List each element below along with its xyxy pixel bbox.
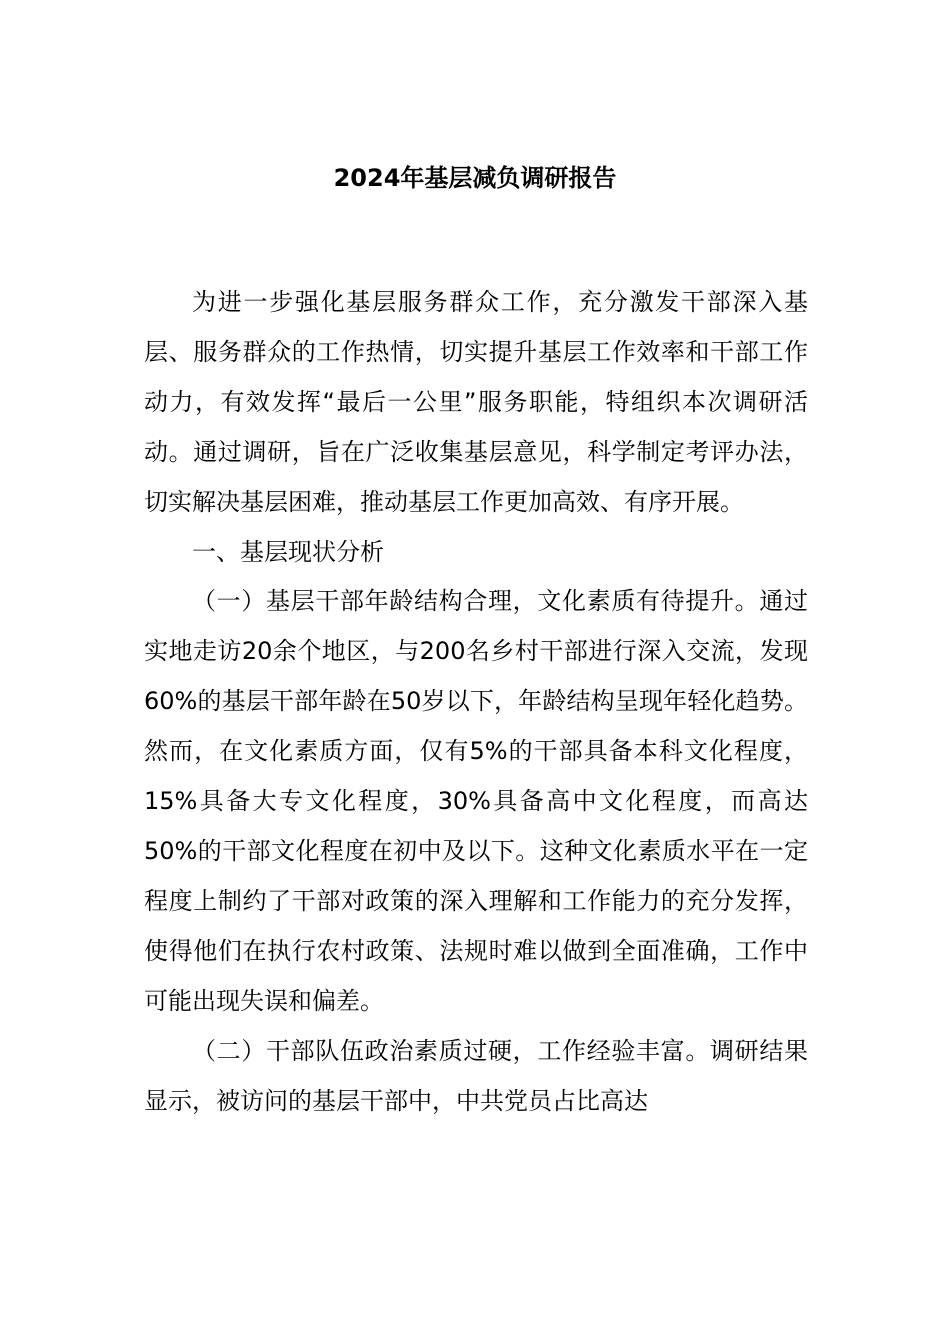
subsection-paragraph-1: （一）基层干部年龄结构合理，文化素质有待提升。通过实地走访20余个地区，与200名乡村干部进行深入交流，发现60%的基层干部年龄在50岁以下，年龄结构呈现年轻化趋势。然而，在文化素质方面，仅有5%的干部具备本科文化程度，15%具备大专文化程度，30%具备高中文化程度，而高达50%的干部文化程度在初中及以下。这种文化素质水平在一定程度上制约了干部对政策的深入理解和工作能力的充分发挥，使得他们在执行农村政策、法规时难以做到全面准确，工作中可能出现失误和偏差。 (144, 587, 808, 1015)
document-title: 2024年基层减负调研报告 (333, 164, 617, 192)
intro-paragraph: 为进一步强化基层服务群众工作，充分激发干部深入基层、服务群众的工作热情，切实提升基层工作效率和干部工作动力，有效发挥“最后一公里”服务职能，特组织本次调研活动。通过调研，旨在广泛收集基层意见，科学制定考评办法，切实解决基层困难，推动基层工作更加高效、有序开展。 (144, 288, 808, 516)
section-heading-1: 一、基层现状分析 (192, 537, 384, 566)
document-body (144, 278, 808, 1126)
subsection-paragraph-2: （二）干部队伍政治素质过硬，工作经验丰富。调研结果显示，被访问的基层干部中，中共党员占比高达 (144, 1036, 808, 1115)
